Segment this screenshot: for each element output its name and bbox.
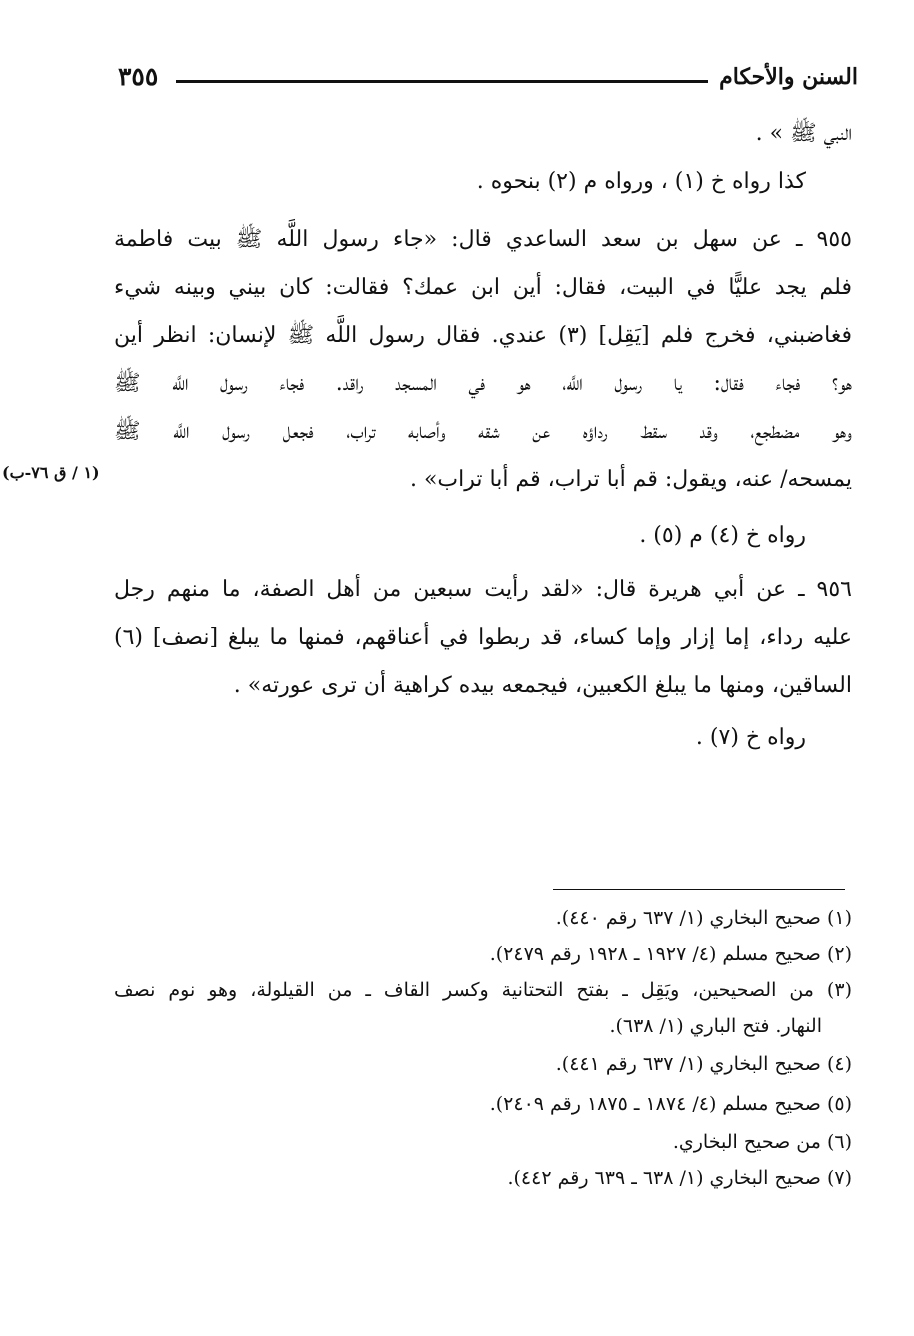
- hadith-956-line-1: ٩٥٦ ـ عن أبي هريرة قال: «لقد رأيت سبعين من أهل الصفة، ما منهم رجل: [114, 577, 852, 602]
- page-header: [118, 60, 858, 100]
- footnote-2: (٢) صحيح مسلم (٤/ ١٩٢٧ ـ ١٩٢٨ رقم ٢٤٧٩).: [489, 943, 852, 965]
- hadith-955-line-4: هو؟ فجاء فقال: يا رسول اللَّه، هو في المسجد راقد. فجاء رسول اللَّه ﷺ: [114, 371, 852, 396]
- text-line-1: النبي ﷺ » .: [755, 121, 852, 146]
- footnote-7: (٧) صحيح البخاري (١/ ٦٣٨ ـ ٦٣٩ رقم ٤٤٢).: [507, 1167, 852, 1189]
- hadith-955-source: رواه خ (٤) م (٥) .: [639, 523, 806, 548]
- hadith-956-source: رواه خ (٧) .: [695, 725, 806, 750]
- hadith-956-line-3: الساقين، ومنها ما يبلغ الكعبين، فيجمعه بيده كراهية أن ترى عورته» .: [233, 673, 852, 698]
- hadith-955-line-3: فغاضبني، فخرج فلم [يَقِل] (٣) عندي. فقال رسول اللَّه ﷺ لإنسان: انظر أين: [114, 323, 852, 348]
- footnote-1: (١) صحيح البخاري (١/ ٦٣٧ رقم ٤٤٠).: [555, 907, 852, 929]
- hadith-955-line-6: يمسحه/ عنه، ويقول: قم أبا تراب، قم أبا تراب» .: [409, 467, 852, 492]
- running-title: السنن والأحكام: [719, 64, 858, 90]
- footnote-3-continued: النهار. فتح الباري (١/ ٦٣٨).: [609, 1015, 822, 1037]
- footnote-3: (٣) من الصحيحين، ويَقِل ـ بفتح التحتانية وكسر القاف ـ من القيلولة، وهو نوم نصف: [114, 979, 852, 1001]
- hadith-955-line-2: فلم يجد عليًّا في البيت، فقال: أين ابن عمك؟ فقالت: كان بيني وبينه شيء: [114, 275, 852, 300]
- footnote-5: (٥) صحيح مسلم (٤/ ١٨٧٤ ـ ١٨٧٥ رقم ٢٤٠٩).: [489, 1093, 852, 1115]
- manuscript-folio-note: (١ / ق ٧٦-ب): [2, 463, 100, 482]
- text-line-2: كذا رواه خ (١) ، ورواه م (٢) بنحوه .: [476, 169, 806, 194]
- footnote-4: (٤) صحيح البخاري (١/ ٦٣٧ رقم ٤٤١).: [555, 1053, 852, 1075]
- hadith-956-line-2: عليه رداء، إما إزار وإما كساء، قد ربطوا في أعناقهم، فمنها ما يبلغ [نصف] (٦): [114, 625, 852, 650]
- footnote-rule: [553, 889, 845, 890]
- footnote-6: (٦) من صحيح البخاري.: [672, 1131, 852, 1153]
- page-number: ٣٥٥: [118, 62, 159, 91]
- hadith-955-line-5: وهو مضطجع، وقد سقط رداؤه عن شقه وأصابه تراب، فجعل رسول اللَّه ﷺ: [114, 419, 852, 444]
- hadith-955-line-1: ٩٥٥ ـ عن سهل بن سعد الساعدي قال: «جاء رسول اللَّه ﷺ بيت فاطمة: [114, 227, 852, 252]
- header-rule: [176, 80, 708, 83]
